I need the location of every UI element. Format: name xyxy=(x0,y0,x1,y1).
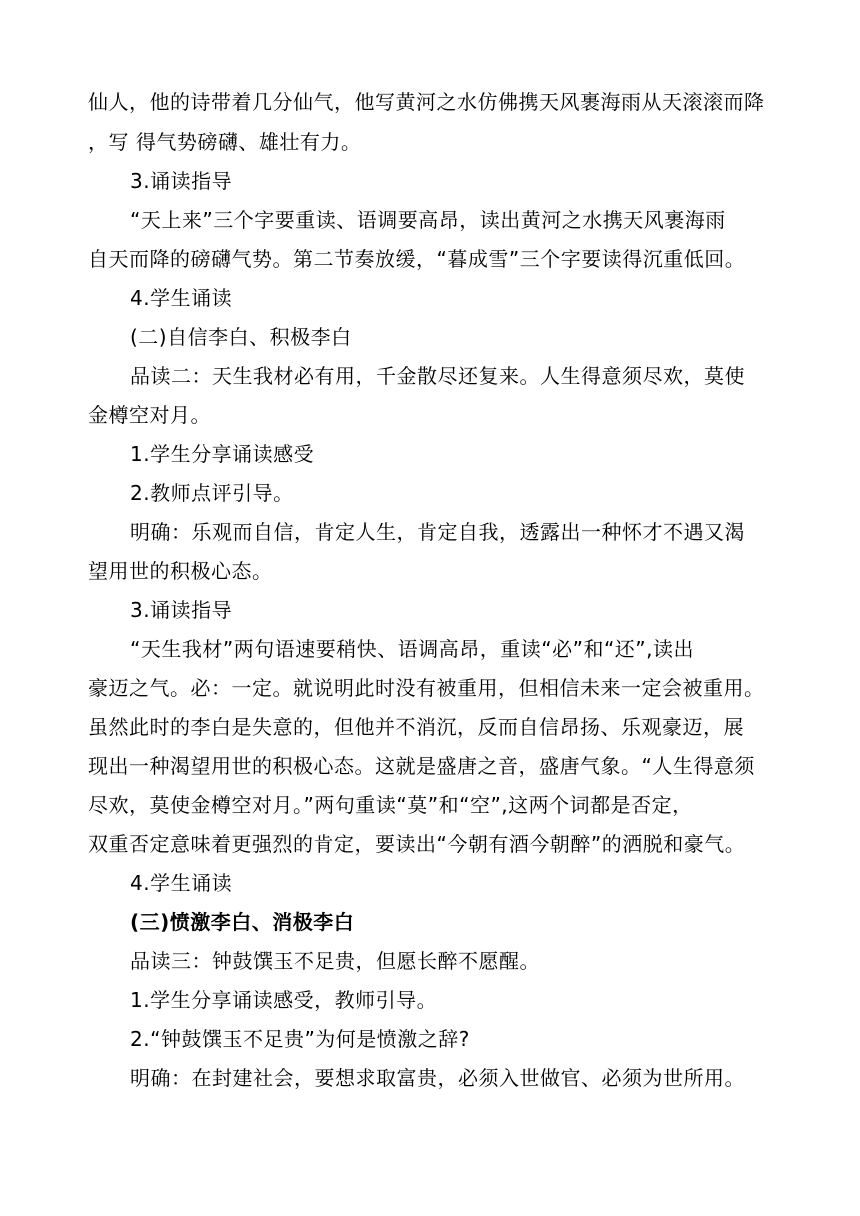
paragraph-line: 品读二：天生我材必有用，千金散尽还复来。人生得意须尽欢，莫使 xyxy=(130,364,745,388)
paragraph-line: ，写 得气势磅礴、雄壮有力。 xyxy=(88,130,362,154)
paragraph-line: 双重否定意味着更强烈的肯定，要读出“今朝有酒今朝醉”的洒脱和豪气。 xyxy=(88,832,746,856)
paragraph-line: 明确：乐观而自信，肯定人生，肯定自我，透露出一种怀才不遇又渴 xyxy=(130,520,745,544)
section-heading: 3.诵读指导 xyxy=(130,169,233,193)
section-heading: 4.学生诵读 xyxy=(130,871,233,895)
paragraph-line: 品读三：钟鼓馔玉不足贵，但愿长醉不愿醒。 xyxy=(130,949,540,973)
paragraph-line: 自天而降的磅礴气势。第二节奏放缓，“暮成雪”三个字要读得沉重低回。 xyxy=(88,247,746,271)
paragraph-line: 仙人，他的诗带着几分仙气，他写黄河之水仿佛携天风裹海雨从天滚滚而降 xyxy=(88,90,765,114)
paragraph-line: 虽然此时的李白是失意的，但他并不消沉，反而自信昂扬、乐观豪迈，展 xyxy=(88,715,744,739)
section-heading: 2.教师点评引导。 xyxy=(130,481,294,505)
section-heading: 1.学生分享诵读感受 xyxy=(130,442,315,466)
paragraph-line: 尽欢，莫使金樽空对月。”两句重读“莫”和“空”,这两个词都是否定， xyxy=(88,793,693,817)
paragraph-line: “天生我材”两句语速要稍快、语调高昂，重读“必”和“还”,读出 xyxy=(130,637,695,661)
section-heading: 3.诵读指导 xyxy=(130,598,233,622)
section-title: (二)自信李白、积极李白 xyxy=(130,325,352,349)
paragraph-line: 金樽空对月。 xyxy=(88,403,211,427)
paragraph-line: “天上来”三个字要重读、语调要高昂，读出黄河之水携天风裹海雨 xyxy=(130,208,726,232)
paragraph-line: 现出一种渴望用世的积极心态。这就是盛唐之音，盛唐气象。“人生得意须 xyxy=(88,754,755,778)
section-heading: 2.“钟鼓馔玉不足贵”为何是愤激之辞? xyxy=(130,1027,470,1051)
paragraph-line: 明确：在封建社会，要想求取富贵，必须入世做官、必须为世所用。 xyxy=(130,1066,745,1090)
paragraph-line: 豪迈之气。必：一定。就说明此时没有被重用，但相信未来一定会被重用。 xyxy=(88,676,765,700)
paragraph-line: 望用世的积极心态。 xyxy=(88,559,273,583)
section-heading: 1.学生分享诵读感受，教师引导。 xyxy=(130,988,438,1012)
section-title: (三)愤激李白、消极李白 xyxy=(130,910,355,934)
section-heading: 4.学生诵读 xyxy=(130,286,233,310)
